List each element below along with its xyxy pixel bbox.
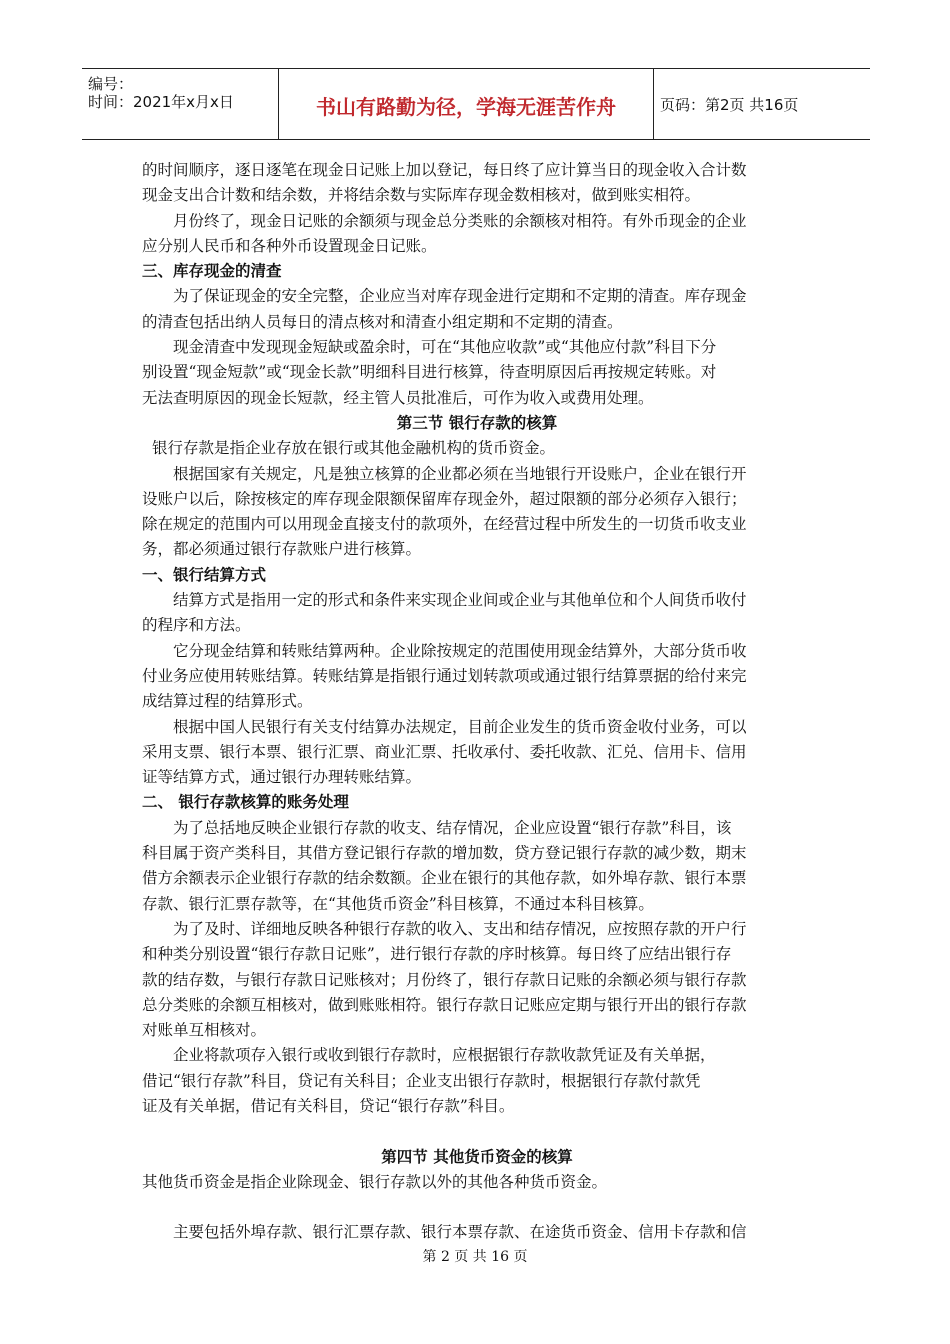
section-heading: 二、 银行存款核算的账务处理 xyxy=(142,793,349,812)
paragraph-line: 总分类账的余额互相核对，做到账账相符。银行存款日记账应定期与银行开出的银行存款 xyxy=(142,995,747,1014)
paragraph-first-line: 为了保证现金的安全完整，企业应当对库存现金进行定期和不定期的清查。库存现金 xyxy=(173,287,747,306)
paragraph-first-line: 为了及时、详细地反映各种银行存款的收入、支出和结存情况，应按照存款的开户行 xyxy=(173,919,747,938)
header-page-info: 页码：第2页 共16页 xyxy=(660,96,799,114)
blank-line xyxy=(142,1195,812,1220)
header-meta-cell xyxy=(82,69,278,139)
section-heading: 一、银行结算方式 xyxy=(142,565,267,584)
paragraph-line: 其他货币资金是指企业除现金、银行存款以外的其他各种货币资金。 xyxy=(142,1172,608,1191)
paragraph-line: 借方余额表示企业银行存款的结余数额。企业在银行的其他存款，如外埠存款、银行本票 xyxy=(142,869,747,888)
paragraph-first-line: 根据中国人民银行有关支付结算办法规定，目前企业发生的货币资金收付业务，可以 xyxy=(173,717,747,736)
paragraph-first-line: 主要包括外埠存款、银行汇票存款、银行本票存款、在途货币资金、信用卡存款和信 xyxy=(173,1223,747,1242)
header-motto: 书山有路勤为径，学海无涯苦作舟 xyxy=(316,95,616,119)
paragraph-line: 的时间顺序，逐日逐笔在现金日记账上加以登记，每日终了应计算当日的现金收入合计数 xyxy=(142,161,747,179)
paragraph-first-line: 为了总括地反映企业银行存款的收支、结存情况，企业应设置“银行存款”科目，该 xyxy=(173,818,732,837)
paragraph-line: 证等结算方式，通过银行办理转账结算。 xyxy=(142,768,422,787)
paragraph-line: 除在规定的范围内可以用现金直接支付的款项外，在经营过程中所发生的一切货币收支业 xyxy=(142,515,747,534)
paragraph-first-line: 月份终了，现金日记账的余额须与现金总分类账的余额核对相符。有外币现金的企业 xyxy=(173,211,747,230)
header-page-cell xyxy=(652,69,870,139)
paragraph-line: 设账户以后，除按核定的库存现金限额保留库存现金外，超过限额的部分必须存入银行； xyxy=(142,489,747,508)
paragraph-line: 别设置“现金短款”或“现金长款”明细科目进行核算，待查明原因后再按规定转账。对 xyxy=(142,363,717,382)
paragraph-line: 对账单互相核对。 xyxy=(142,1021,267,1040)
paragraph-line: 成结算过程的结算形式。 xyxy=(142,692,313,711)
paragraph-first-line: 企业将款项存入银行或收到银行存款时，应根据银行存款收款凭证及有关单据， xyxy=(173,1046,716,1065)
paragraph-line: 无法查明原因的现金长短款，经主管人员批准后，可作为收入或费用处理。 xyxy=(142,388,654,407)
document-number-label: 编号： xyxy=(88,75,134,93)
paragraph-first-line: 它分现金结算和转账结算两种。企业除按规定的范围使用现金结算外，大部分货币收 xyxy=(173,641,747,660)
paragraph-line: 应分别人民币和各种外币设置现金日记账。 xyxy=(142,236,437,255)
chapter-heading: 第三节 银行存款的核算 xyxy=(396,413,558,432)
paragraph-first-line: 现金清查中发现现金短缺或盈余时，可在“其他应收款”或“其他应付款”科目下分 xyxy=(173,338,717,357)
paragraph-line: 证及有关单据，借记有关科目，贷记“银行存款”科目。 xyxy=(142,1096,515,1115)
blank-line xyxy=(142,1119,812,1144)
paragraph-first-line: 结算方式是指用一定的形式和条件来实现企业间或企业与其他单位和个人间货币收付 xyxy=(173,591,747,610)
document-body xyxy=(142,158,812,1246)
paragraph-line: 采用支票、银行本票、银行汇票、商业汇票、托收承付、委托收款、汇兑、信用卡、信用 xyxy=(142,742,747,761)
paragraph-first-line: 银行存款是指企业存放在银行或其他金融机构的货币资金。 xyxy=(152,439,556,458)
document-time-label: 时间：2021年x月x日 xyxy=(88,93,234,111)
paragraph-line: 借记“银行存款”科目，贷记有关科目；企业支出银行存款时，根据银行存款付款凭 xyxy=(142,1071,701,1090)
paragraph-line: 款的结存数，与银行存款日记账核对；月份终了，银行存款日记账的余额必须与银行存款 xyxy=(142,970,747,989)
page-header xyxy=(82,68,870,140)
paragraph-line: 存款、银行汇票存款等，在“其他货币资金”科目核算，不通过本科目核算。 xyxy=(142,894,654,913)
paragraph-line: 现金支出合计数和结余数，并将结余数与实际库存现金数相核对，做到账实相符。 xyxy=(142,186,701,205)
chapter-heading: 第四节 其他货币资金的核算 xyxy=(381,1147,573,1166)
paragraph-first-line: 根据国家有关规定，凡是独立核算的企业都必须在当地银行开设账户，企业在银行开 xyxy=(173,464,747,483)
paragraph-line: 的清查包括出纳人员每日的清点核对和清查小组定期和不定期的清查。 xyxy=(142,312,623,331)
paragraph-line: 付业务应使用转账结算。转账结算是指银行通过划转款项或通过银行结算票据的给付来完 xyxy=(142,666,747,685)
paragraph-line: 科目属于资产类科目，其借方登记银行存款的增加数，贷方登记银行存款的减少数，期末 xyxy=(142,844,747,863)
page-footer xyxy=(0,1246,950,1266)
header-motto-cell xyxy=(278,69,654,139)
section-heading: 三、库存现金的清查 xyxy=(142,262,282,281)
paragraph-line: 务，都必须通过银行存款账户进行核算。 xyxy=(142,540,422,559)
paragraph-line: 和种类分别设置“银行存款日记账”，进行银行存款的序时核算。每日终了应结出银行存 xyxy=(142,945,732,964)
paragraph-line: 的程序和方法。 xyxy=(142,616,251,635)
footer-page-number: 第 2 页 共 16 页 xyxy=(422,1249,528,1265)
